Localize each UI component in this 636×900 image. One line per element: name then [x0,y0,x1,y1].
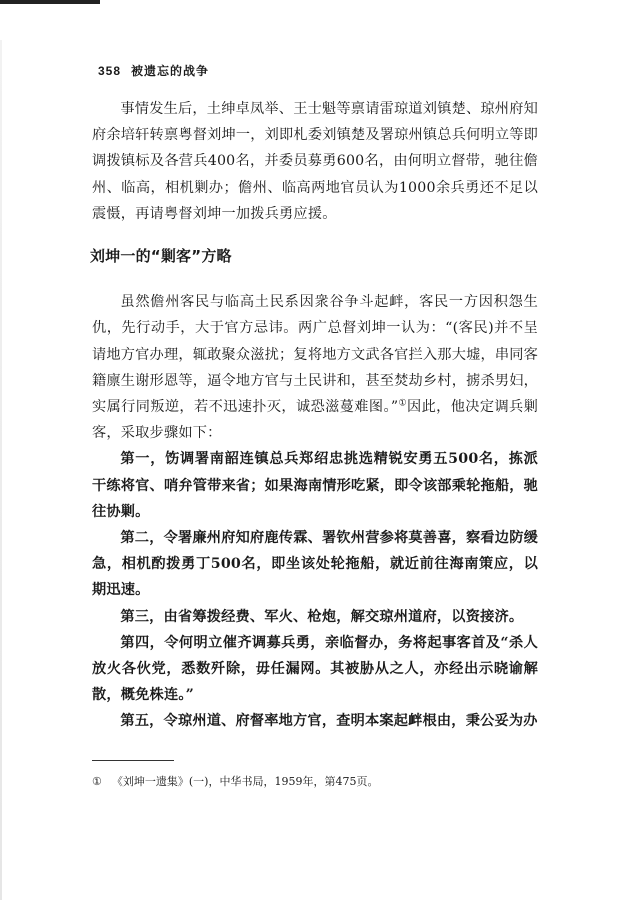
paragraph-1: 事情发生后，土绅卓凤举、王士魁等禀请雷琼道刘镇楚、琼州府知府余培轩转禀粤督刘坤一，刘即札委刘镇楚及署琼州镇总兵何明立等即调拨镇标及各营兵400名，并委员募勇600名，由何明立督带，驰往儋州、临高，相机剿办；儋州、临高两地官员认为1000余兵勇还不足以震慑，再请粤督刘坤一加拨兵勇应援。 [92,101,539,222]
footnote-text: 《刘坤一遗集》(一)，中华书局，1959年，第475页。 [111,775,379,788]
footnote [92,774,378,790]
section-heading: 刘坤一的“剿客”方略 [90,247,232,266]
step-item-4: 第四，令何明立催齐调募兵勇，亲临督办，务将起事客首及“杀人放火各伙党，悉数歼除，毋任漏网。其被胁从之人，亦经出示晓谕解散，概免株连。” [92,634,538,704]
step-item-1: 第一，饬调署南韶连镇总兵郑绍忠挑选精锐安勇五500名，拣派干练将官、哨弁管带来省；如果海南情形吃紧，即令该部乘轮拖船，驰往协剿。 [92,451,539,520]
paragraph-2 [92,289,538,446]
step-item-3: 第三，由省筹拨经费、军火、枪炮，解交琼州道府，以资接济。 [120,608,524,625]
paragraph-2-text: 虽然儋州客民与临高土民系因衆谷争斗起衅，客民一方因积怨生仇，先行动手，大于官方忌讳。两广总督刘坤一认为：“(客民)并不呈请地方官办理，辄敢聚众滋扰；复将地方文武各官拦入那大墟，串同客籍廪生谢形恩等，逼令地方官与土民讲和，甚至焚劫乡村，掳杀男妇，实属行同叛逆，若不迅速扑灭，诚恐滋蔓难图。” [92,294,539,416]
page-number: 358 [98,64,122,78]
step-item-2: 第二，令署廉州府知府鹿传霖、署钦州营参将莫善喜，察看边防缓急，相机酌拨勇丁500名，即坐该处轮拖船，就近前往海南策应，以期迅速。 [92,530,538,599]
footnote-number: ① [92,775,102,788]
book-title: 被遗忘的战争 [131,64,210,78]
scan-edge [0,40,2,900]
top-rule [0,0,100,4]
footnote-rule [92,760,174,761]
step-item-5: 第五，令琼州道、府督率地方官，查明本案起衅根由，秉公妥为办 [120,713,538,730]
running-head [98,62,209,79]
footnote-reference: ① [398,398,408,409]
paragraph-2-tail: 因此，他决定调兵剿客，采取步骤如下： [92,399,538,442]
main-text [92,96,538,735]
